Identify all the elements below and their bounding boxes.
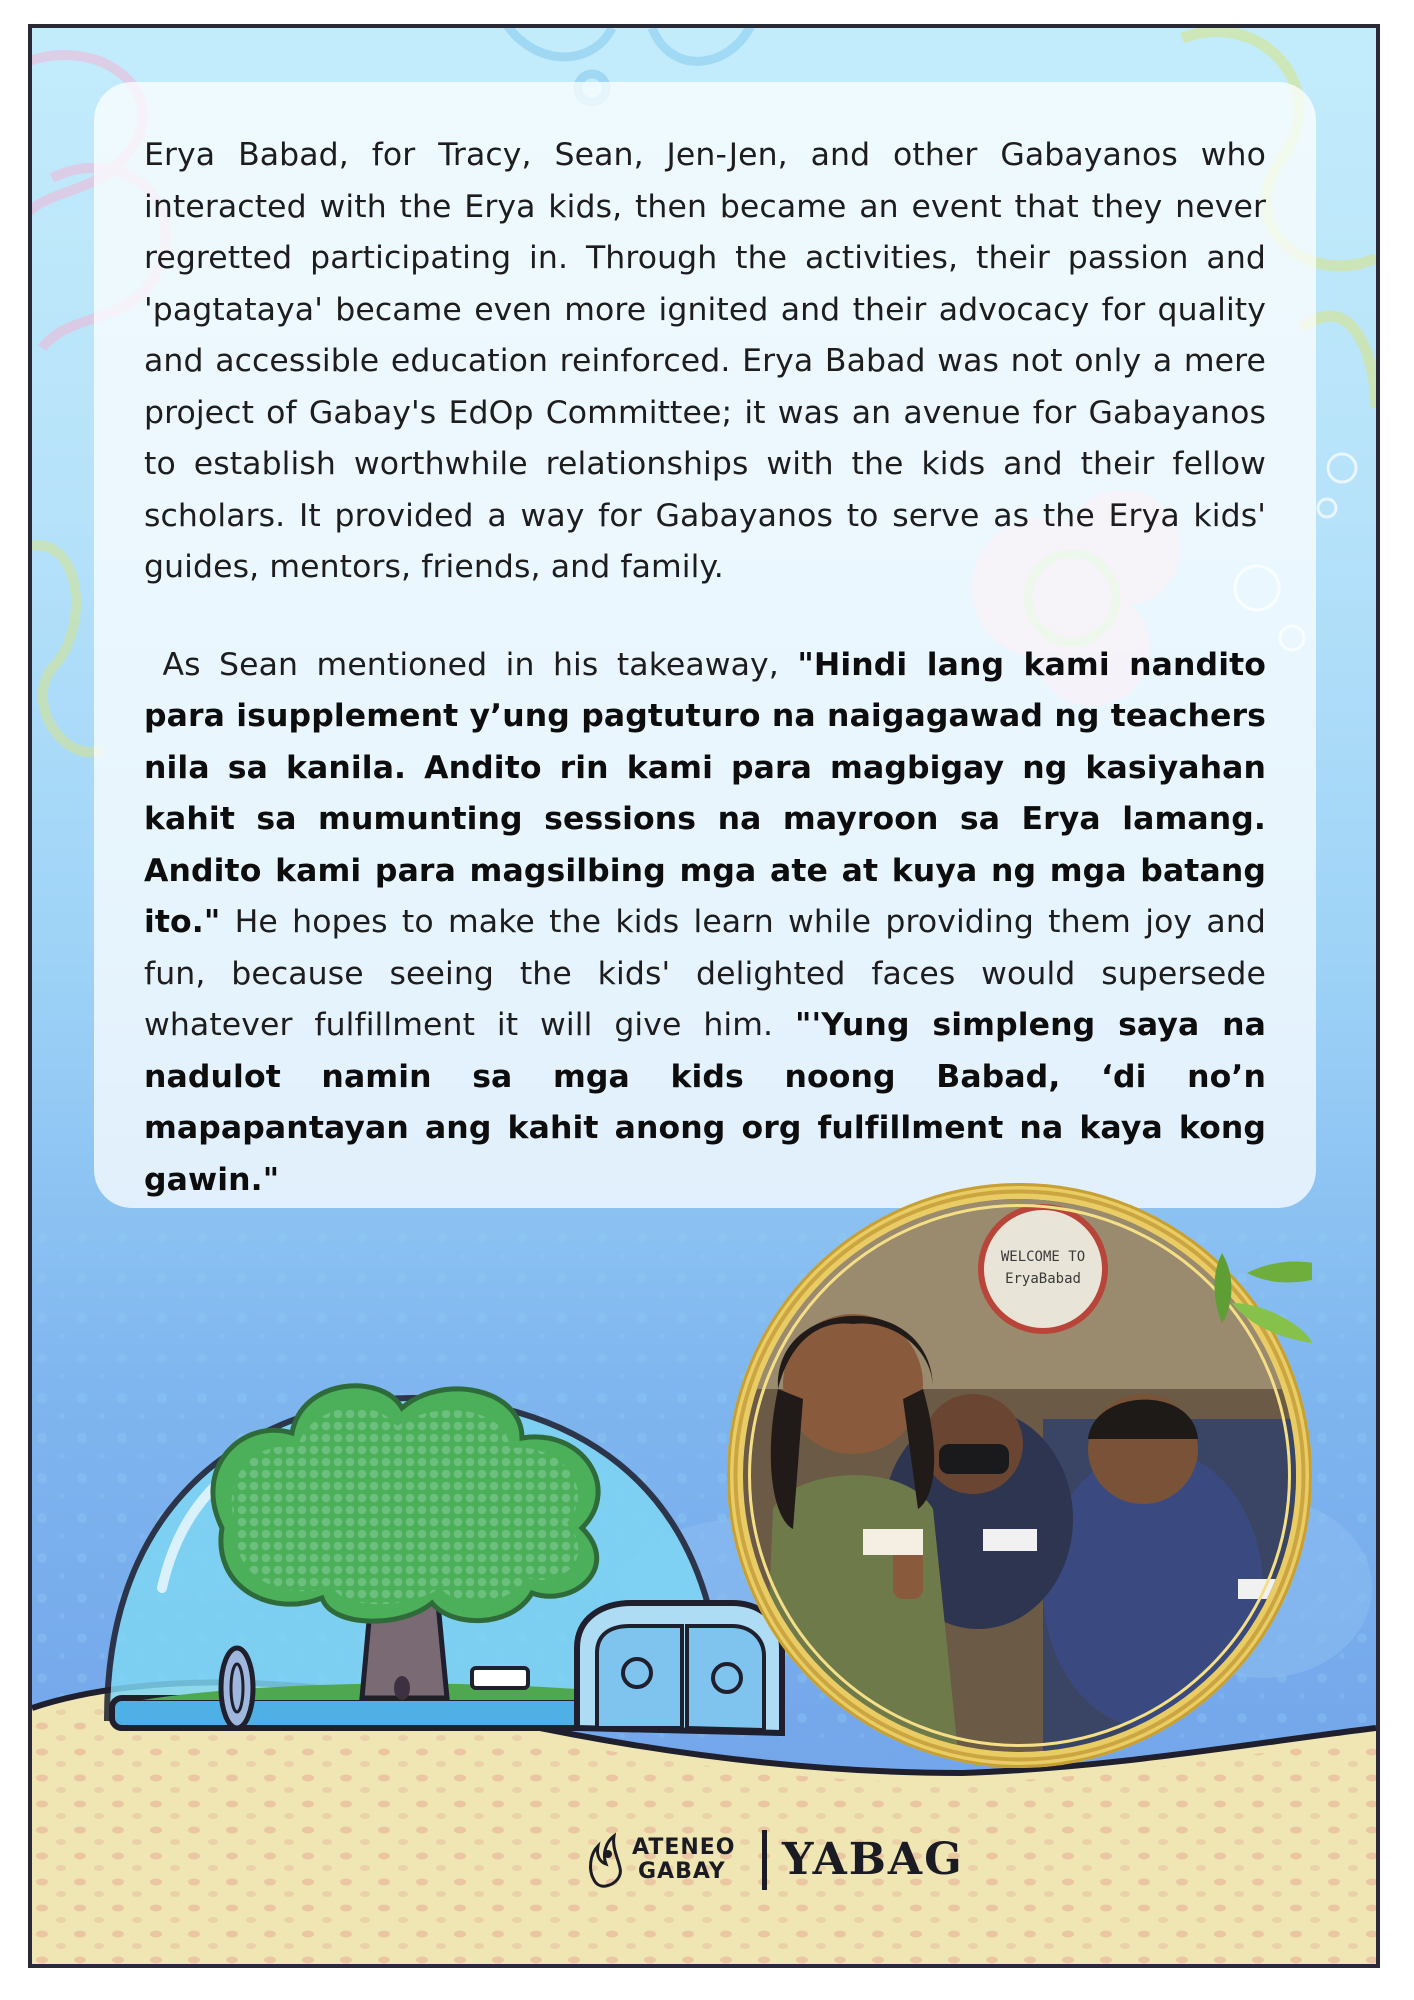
sean-quote-1: "Hindi lang kami nandito para isupplement y’ung pagtuturo na naigagawad ng teachers nila sa kanila. Andito rin kami para magbigay ng kasiyahan kahit sa mumunting sessions na mayroon sa Erya lamang. Andito kami para magsilbing mga ate at kuya ng mga batang ito." — [144, 646, 1266, 940]
paragraph-2-lead: As Sean mentioned in his takeaway, — [162, 646, 798, 683]
yabag-wordmark: YABAG — [782, 1834, 964, 1885]
photo-bamboo-frame — [727, 1183, 1312, 1768]
article-paragraph-2 — [144, 640, 1266, 1207]
welcome-sign-line-2: EryaBabad — [1005, 1271, 1081, 1287]
page — [28, 24, 1380, 1968]
flower-pattern-left — [32, 545, 102, 752]
ateneo-gabay-wordmark — [632, 1836, 736, 1884]
ateneo-wordmark-line-2: GABAY — [638, 1859, 726, 1884]
article-text-card — [94, 82, 1316, 1208]
bamboo-frame-decoration — [727, 1183, 1312, 1768]
article-paragraph-1: Erya Babad, for Tracy, Sean, Jen-Jen, and other Gabayanos who interacted with the Erya kids, then became an event that they never regretted participating in. Through the activities, their passion and 'pagtataya' became even more ignited and their advocacy for quality and accessible education reinforced. Erya Babad was not only a mere project of Gabay's EdOp Committee; it was an avenue for Gabayanos to establish worthwhile relationships with the kids and their fellow scholars. It provided a way for Gabayanos to serve as the Erya kids' guides, mentors, friends, and family. — [144, 137, 1266, 585]
logo-divider — [762, 1830, 767, 1890]
sean-quote-2: "'Yung simpleng saya na nadulot namin sa mga kids noong Babad, ‘di no’n mapapantayan ang kahit anong org fulfillment na kaya kong gawin." — [144, 1007, 1267, 1198]
bamboo-leaf-icon — [1247, 1261, 1312, 1282]
paragraph-2-middle: He hopes to make the kids learn while providing them joy and fun, because seeing the kids' delighted faces would supersede whatever fulfillment it will give him. — [144, 904, 1266, 1043]
ateneo-gabay-emblem-icon — [584, 1830, 628, 1890]
welcome-sign-line-1: WELCOME TO — [1000, 1249, 1086, 1265]
ateneo-wordmark-line-1: ATENEO — [632, 1835, 736, 1860]
footer-logos — [582, 1828, 962, 1908]
bamboo-leaf-icon — [1215, 1253, 1232, 1323]
